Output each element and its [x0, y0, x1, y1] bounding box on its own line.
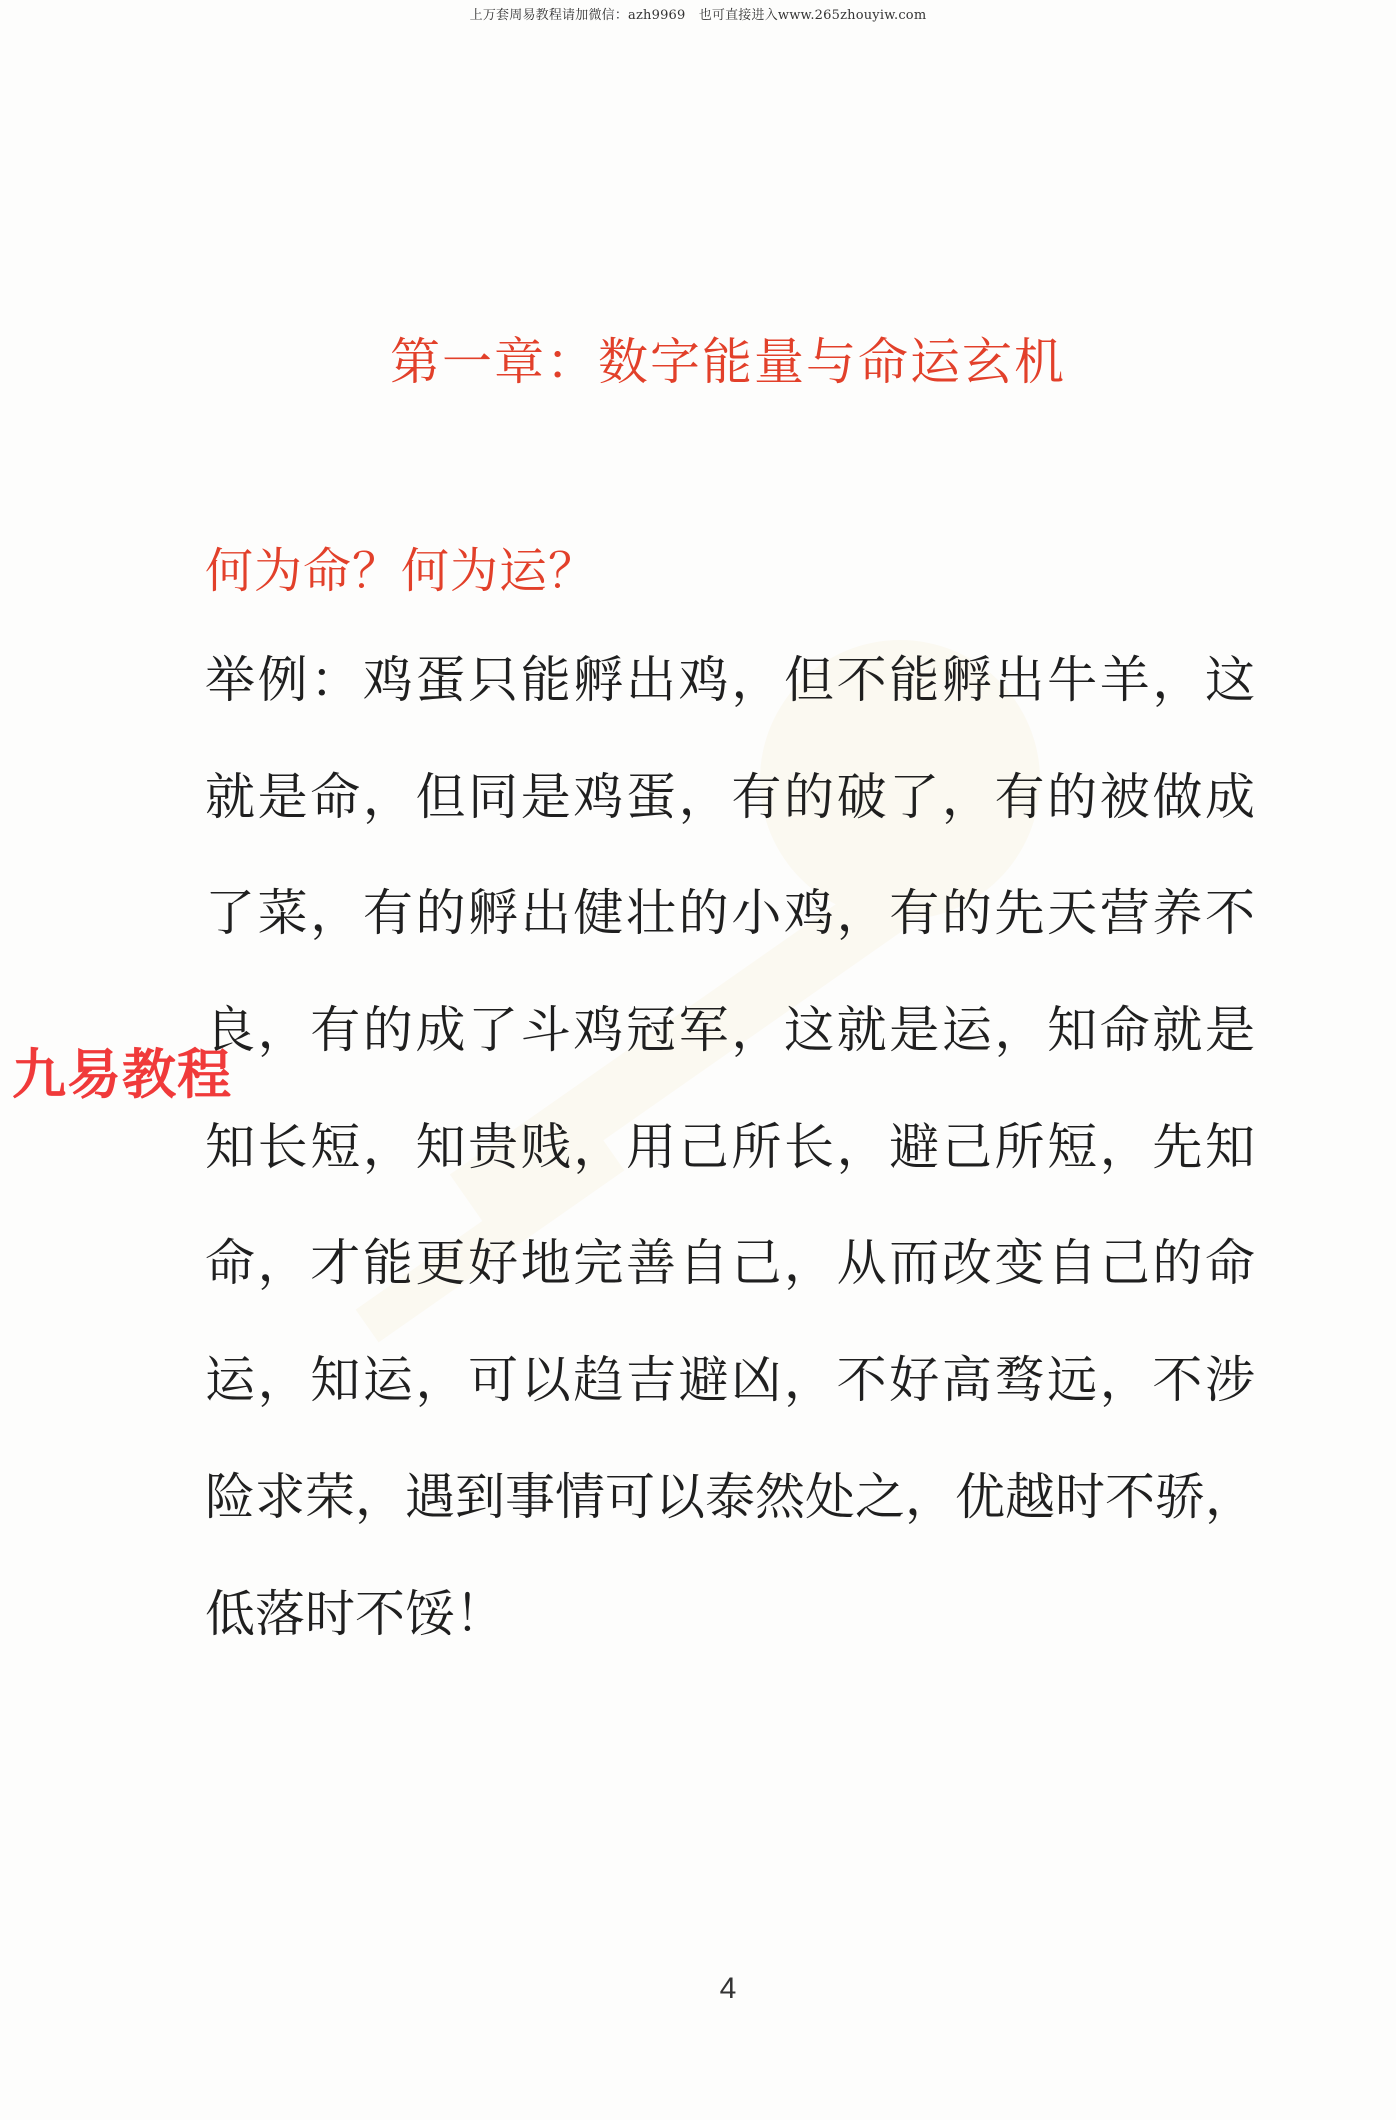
- body-line: 低落时不馁！: [205, 1584, 505, 1643]
- body-line: 险求荣，遇到事情可以泰然处之，优越时不骄，: [205, 1467, 1255, 1526]
- section-heading: 何为命？何为运？: [205, 543, 598, 599]
- top-banner: 上万套周易教程请加微信：azh9969 也可直接进入www.265zhouyiw.com: [469, 8, 927, 23]
- body-line: 举例：鸡蛋只能孵出鸡，但不能孵出牛羊，这: [205, 651, 1255, 709]
- body-line: 良，有的成了斗鸡冠军，这就是运，知命就是: [205, 1001, 1255, 1060]
- page-number: 4: [719, 1972, 737, 2005]
- body-paragraph: [205, 640, 1255, 1690]
- body-line: 了菜，有的孵出健壮的小鸡，有的先天营养不: [205, 884, 1255, 943]
- body-line: 运，知运，可以趋吉避凶，不好高骛远，不涉: [205, 1351, 1255, 1410]
- body-line: 就是命，但同是鸡蛋，有的破了，有的被做成: [205, 767, 1255, 826]
- body-line: 知长短，知贵贱，用己所长，避己所短，先知: [205, 1117, 1255, 1176]
- chapter-title: 第一章：数字能量与命运玄机: [390, 333, 1066, 391]
- watermark-label: 九易教程: [12, 1043, 232, 1106]
- body-line: 命，才能更好地完善自己，从而改变自己的命: [205, 1234, 1255, 1293]
